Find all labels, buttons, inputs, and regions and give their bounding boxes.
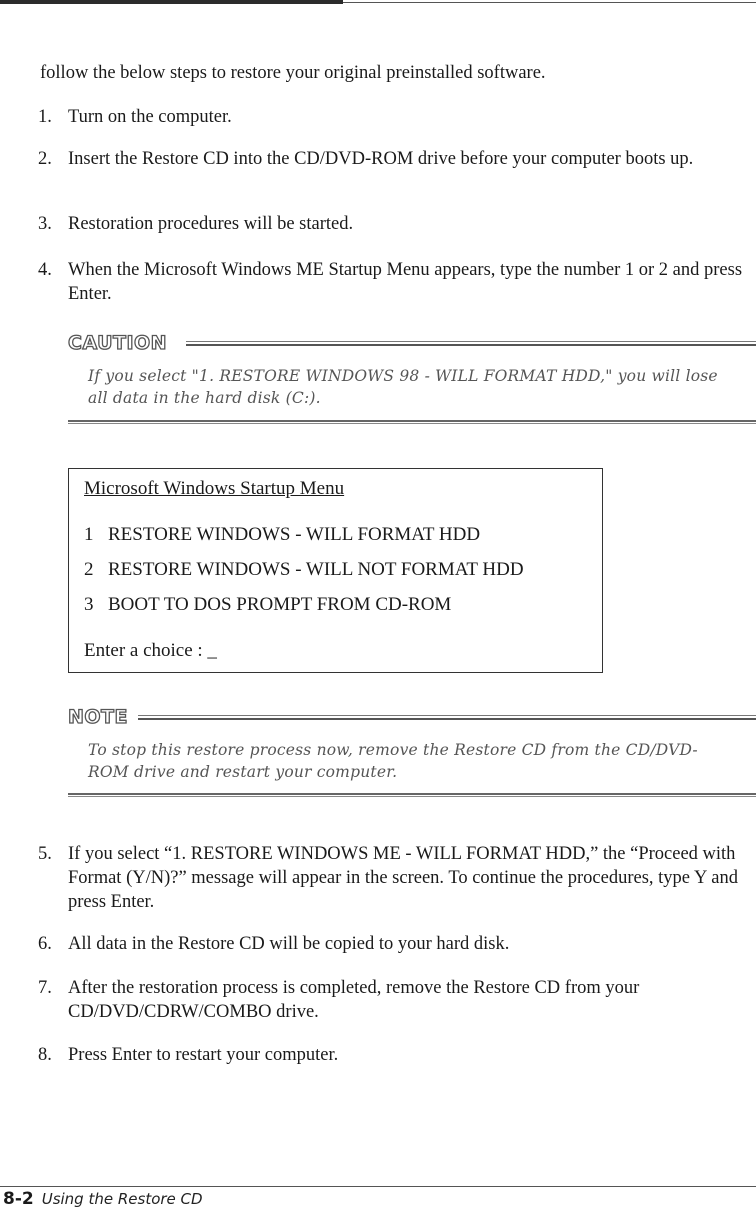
step-text: Insert the Restore CD into the CD/DVD-ROM drive before your computer boots up. [68,149,694,169]
caution-header [68,331,756,355]
note-rule [138,715,756,720]
option-number: 2 [84,559,94,580]
section-title: Using the Restore CD [41,1190,203,1208]
option-label: BOOT TO DOS PROMPT FROM CD-ROM [108,594,452,615]
step-number: 4. [38,260,52,280]
startup-menu-option [84,593,451,617]
step-text: Restoration procedures will be started. [68,214,354,234]
step-text: After the restoration process is completed, remove the Restore CD from your CD/DVD/CDRW/COMBO drive. [68,978,640,1022]
startup-menu-option [84,558,524,582]
header-rule [0,0,343,4]
footer-rule [0,1186,756,1187]
step-number: 8. [38,1045,52,1065]
step-number: 3. [38,214,52,234]
startup-menu-box [68,468,603,673]
step-number: 6. [38,934,52,954]
step-text: Press Enter to restart your computer. [68,1045,339,1065]
caution-label: CAUTION [68,332,168,354]
step-text: When the Microsoft Windows ME Startup Menu appears, type the number 1 or 2 and press Enter. [68,260,743,304]
option-label: RESTORE WINDOWS - WILL FORMAT HDD [108,524,481,545]
header-rule-thin [343,2,756,3]
step-number: 5. [38,844,52,864]
step-text: All data in the Restore CD will be copied to your hard disk. [68,934,510,954]
caution-rule [186,341,756,346]
caution-text: If you select "1. RESTORE WINDOWS 98 - WILL FORMAT HDD," you will lose all data in the hard disk (C:). [88,367,718,407]
intro-text: follow the below steps to restore your original preinstalled software. [40,63,546,83]
startup-menu-prompt: Enter a choice : _ [84,640,217,661]
option-number: 1 [84,524,94,545]
step-number: 1. [38,107,52,127]
step-number: 2. [38,149,52,169]
note-header [68,705,756,729]
note-text: To stop this restore process now, remove the Restore CD from the CD/DVD-ROM drive and restart your computer. [88,741,698,781]
step-text: If you select “1. RESTORE WINDOWS ME - WILL FORMAT HDD,” the “Proceed with Format (Y/N)?” message will appear in the screen. To continue the procedures, type Y and press Enter. [68,844,738,912]
page-number: 8-2 [3,1189,34,1209]
step-number: 7. [38,978,52,998]
note-bottom-rule [68,793,756,797]
caution-bottom-rule [68,420,756,424]
option-label: RESTORE WINDOWS - WILL NOT FORMAT HDD [108,559,524,580]
option-number: 3 [84,594,94,615]
startup-menu-option [84,523,480,547]
startup-menu-title: Microsoft Windows Startup Menu [84,478,345,499]
step-text: Turn on the computer. [68,107,232,127]
note-label: NOTE [68,706,128,728]
page-footer [3,1188,203,1210]
